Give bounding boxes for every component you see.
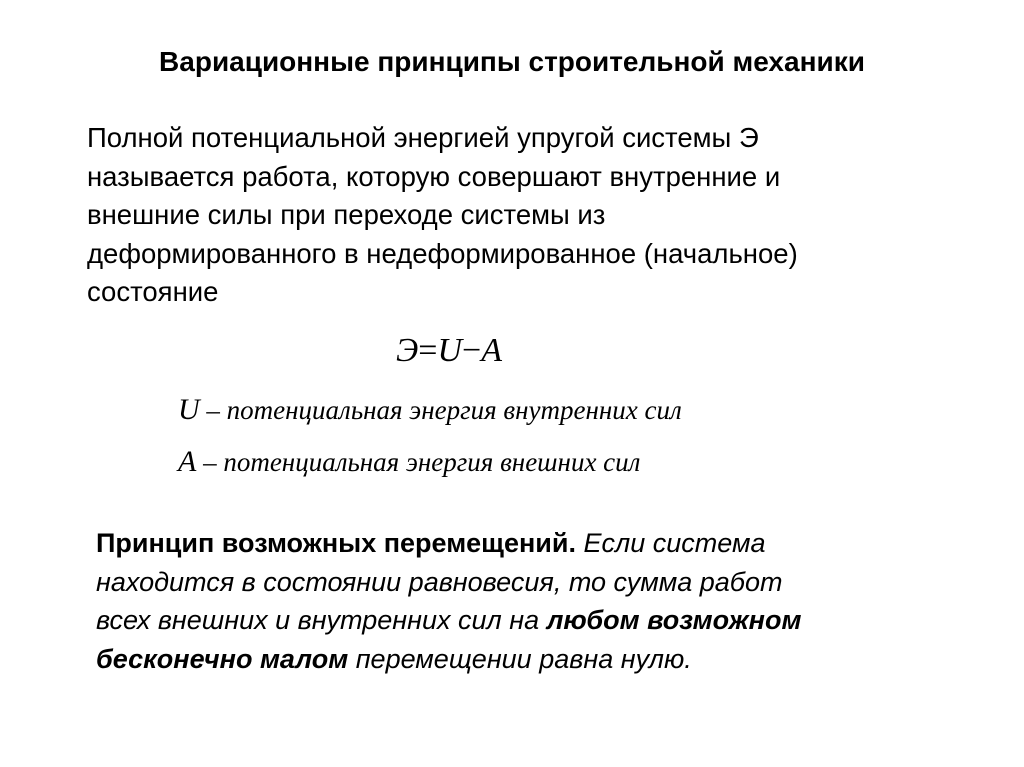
definition-line: состояние [87, 276, 219, 307]
principle-line [96, 640, 996, 679]
definition-paragraph [87, 119, 987, 312]
principle-line [96, 524, 996, 563]
formula-a: A [481, 332, 502, 369]
definition-line: Полной потенциальной энергией упругой системы Э [87, 122, 759, 153]
u-description: потенциальная энергия внутренних сил [226, 395, 682, 425]
u-symbol: U [178, 393, 200, 426]
a-description: потенциальная энергия внешних сил [223, 447, 641, 477]
energy-formula [396, 330, 502, 372]
principle-text: всех внешних и внутренних сил на [96, 605, 547, 635]
definition-line: называется работа, которую совершают внутренние и [87, 160, 781, 192]
principle-heading: Принцип возможных перемещений. [96, 528, 576, 558]
principle-line: находится в состоянии равновесия, то сумма работ [96, 566, 783, 597]
formula-lhs: Э [396, 332, 419, 369]
principle-text: Если система [576, 528, 766, 558]
formula-minus: − [462, 332, 482, 369]
principle-emphasis: любом возможном [546, 605, 802, 635]
a-symbol: A [178, 445, 197, 478]
formula-equals: = [418, 332, 438, 369]
principle-emphasis: бесконечно малом [96, 643, 349, 674]
principle-line [96, 601, 996, 640]
principle-text: перемещении равна нулю. [348, 643, 692, 674]
a-dash: – [196, 447, 224, 477]
definition-line: деформированного в недеформированное (начальное) [87, 237, 798, 269]
slide-title: Вариационные принципы строительной механики [159, 46, 865, 77]
principle-paragraph [96, 524, 996, 678]
definition-u [178, 392, 682, 428]
u-dash: – [199, 395, 227, 425]
formula-u: U [437, 332, 463, 369]
definition-line: внешние силы при переходе системы из [87, 199, 606, 230]
definition-a [178, 444, 640, 480]
